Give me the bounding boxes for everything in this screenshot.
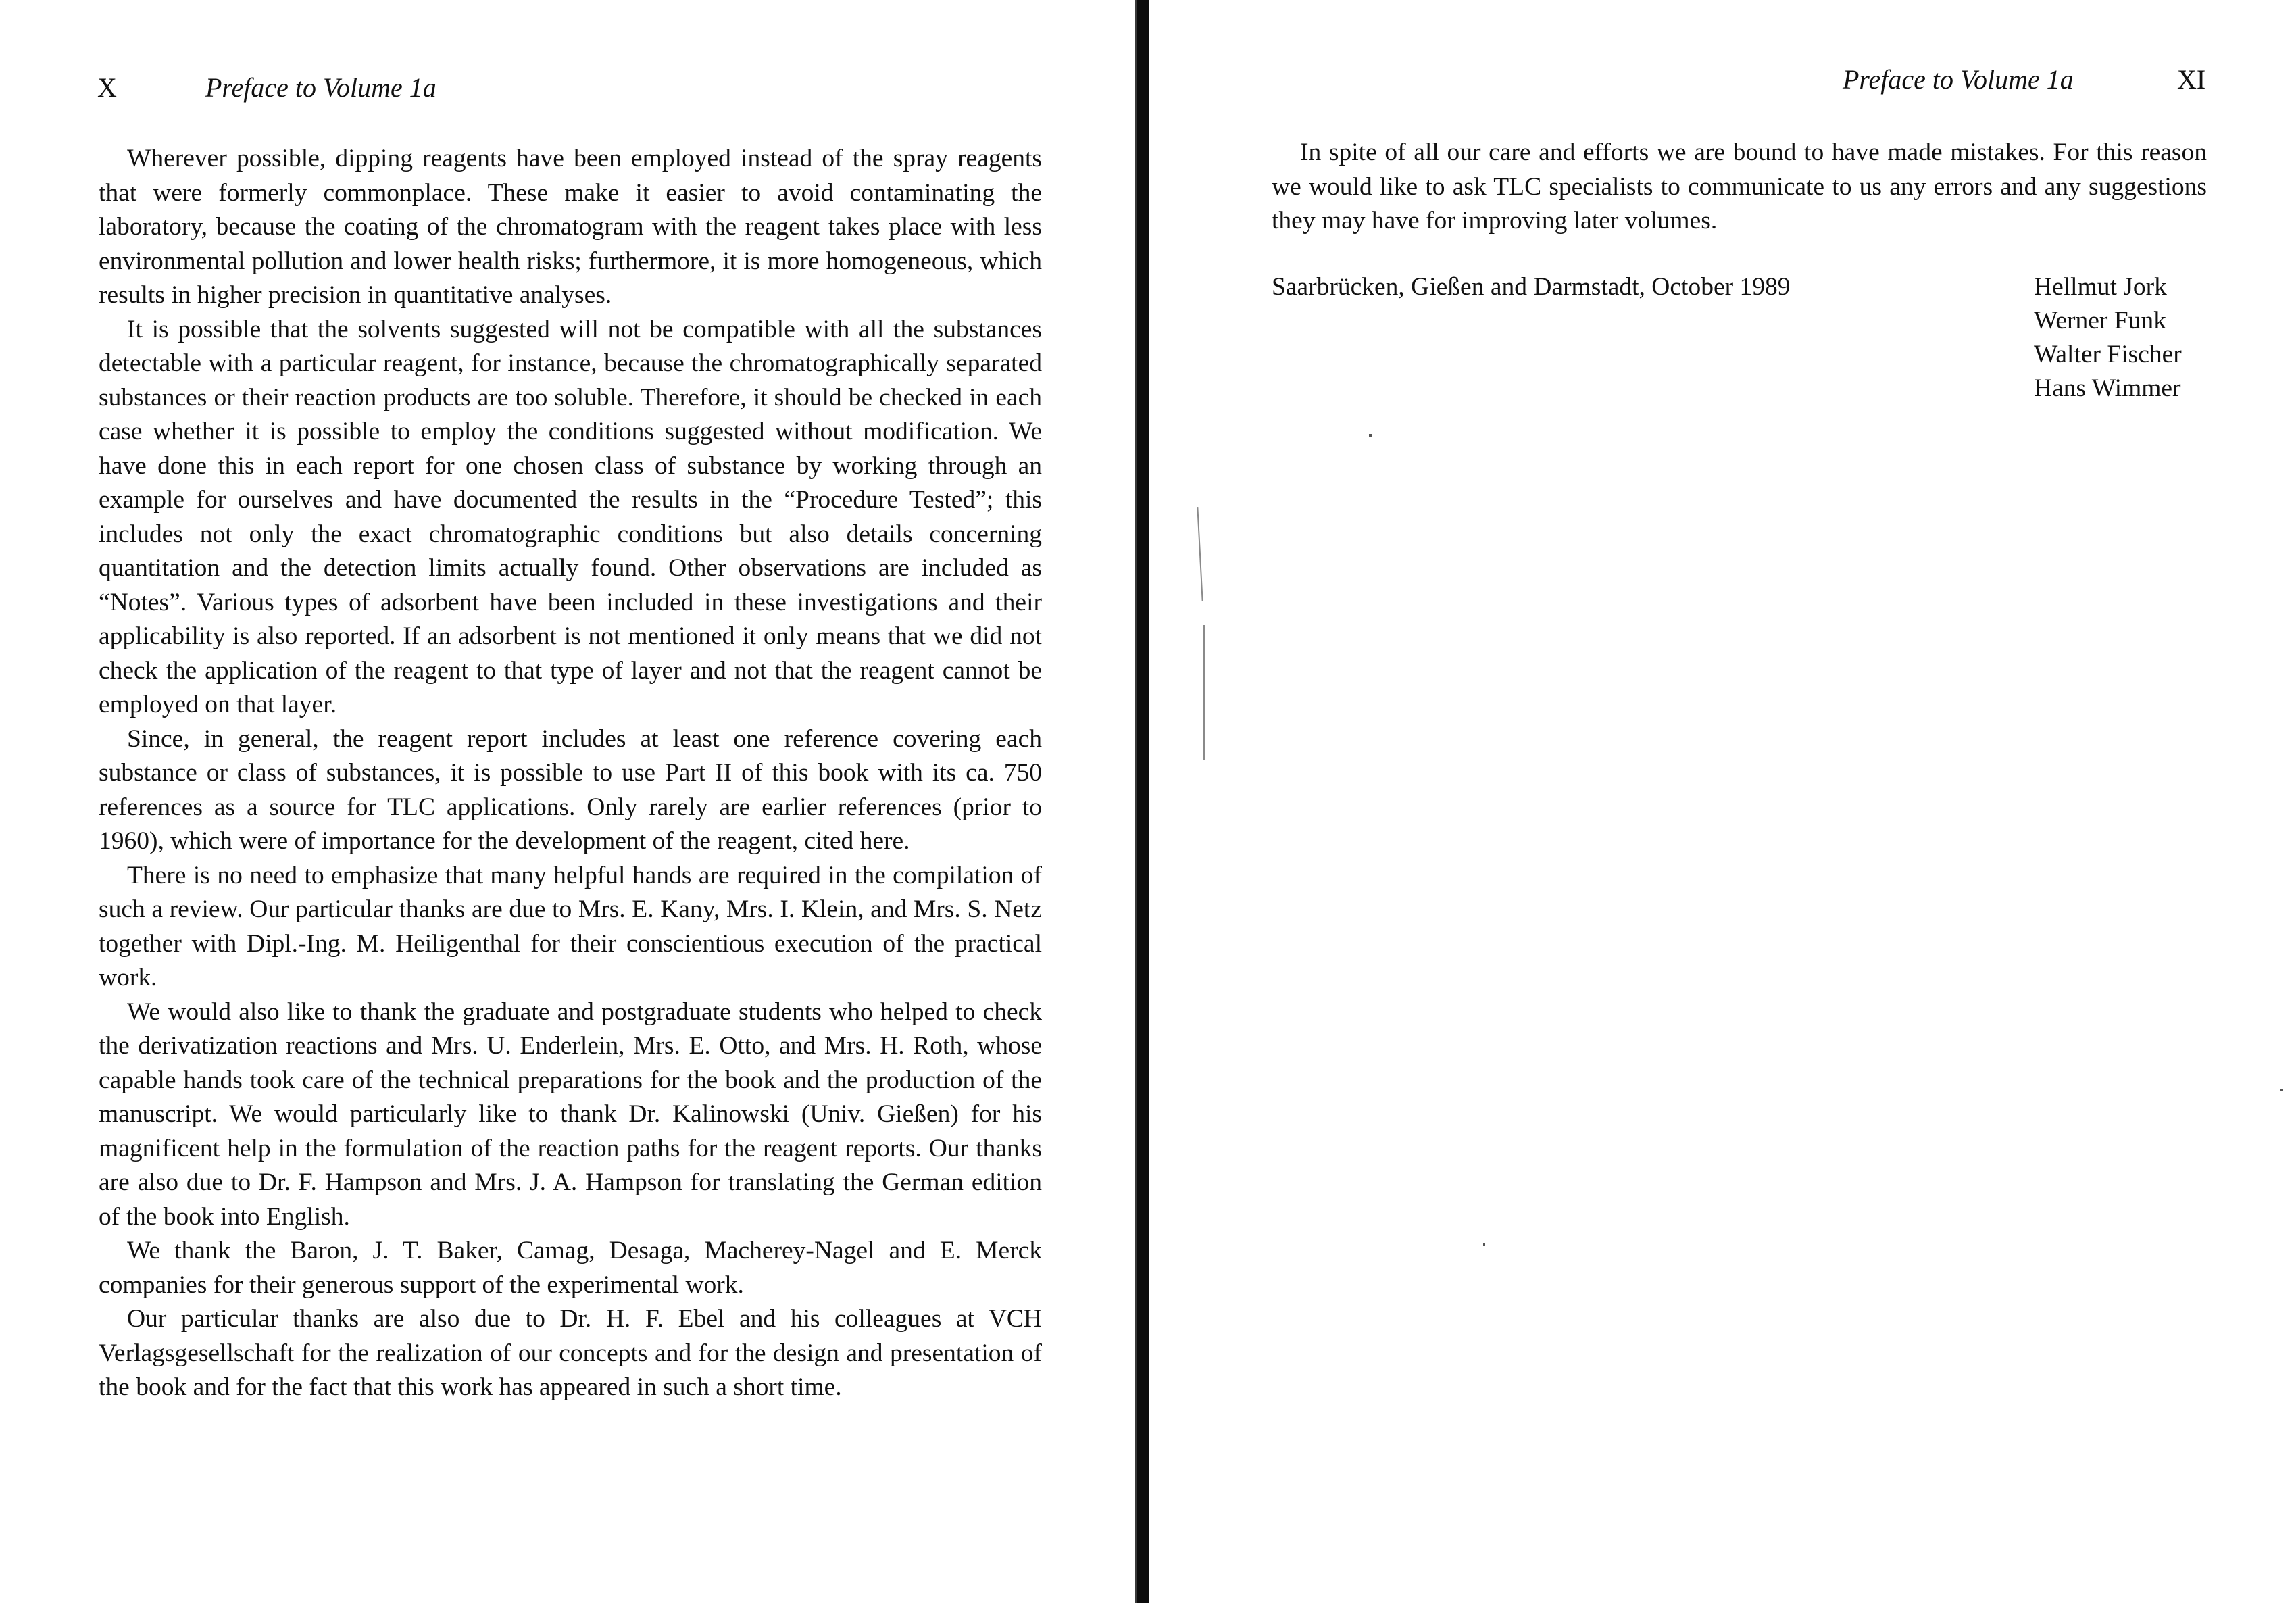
scan-speck — [2280, 1089, 2283, 1091]
right-page-number: XI — [2177, 64, 2206, 95]
scan-scratch — [1203, 625, 1205, 760]
author-name: Werner Funk — [2034, 307, 2166, 335]
left-page-number: X — [97, 72, 117, 103]
author-name: Walter Fischer — [2034, 341, 2182, 368]
left-body-text — [99, 142, 1042, 1405]
left-page — [0, 0, 1135, 1603]
book-spine-gutter — [1137, 0, 1149, 1603]
right-page — [1149, 0, 2296, 1603]
paragraph-dipping-reagents: Wherever possible, dipping reagents have been employed instead of the spray reagents that were formerly commonplace. These make it easier to avoid contaminating the laboratory, because the coating of the chromatogram with the reagent takes place with less environmental pollution and lower health risks; furthermore, it is more homogeneous, which results in higher precision in quantitative analyses. — [99, 145, 1042, 309]
author-name: Hellmut Jork — [2034, 273, 2167, 301]
paragraph-thanks-companies: We thank the Baron, J. T. Baker, Camag, Desaga, Macherey-Nagel and E. Merck companies for their generous support of the experimental work. — [99, 1237, 1042, 1299]
paragraph-thanks-practical-work: There is no need to emphasize that many helpful hands are required in the compilation of such a review. Our particular thanks are due to Mrs. E. Kany, Mrs. I. Klein, and Mrs. S. Netz together with Dipl.-Ing. M. Heiligenthal for their conscientious execution of the practical work. — [99, 861, 1042, 991]
paragraph-thanks-students: We would also like to thank the graduate and postgraduate students who helped to check the derivatization reactions and Mrs. U. Enderlein, Mrs. E. Otto, and Mrs. H. Roth, whose capable hands took care of the technical preparations for the book and the production of the manuscript. We would particularly like to thank Dr. Kalinowski (Univ. Gießen) for his magnificent help in the formulation of the reaction paths for the reagent reports. Our thanks are also due to Dr. F. Hampson and Mrs. J. A. Hampson for translating the German edition of the book into English. — [99, 997, 1042, 1231]
right-running-title: Preface to Volume 1a — [1843, 64, 2074, 95]
scan-speck — [1483, 1243, 1485, 1246]
right-body-text — [1272, 136, 2207, 239]
author-list — [2034, 270, 2182, 405]
paragraph-solvents: It is possible that the solvents suggested will not be compatible with all the substances detectable with a particular reagent, for instance, because the chromatographically separated substances or their reaction products are too soluble. Therefore, it should be checked in each case whether it is possible to employ the conditions suggested without modification. We have done this in each report for one chosen class of substance by working through an example for ourselves and have documented the results in the “Procedure Tested”; this includes not only the exact chromatographic conditions but also details concerning quantitation and the detection limits actually found. Other observations are included as “Notes”. Various types of adsorbent have been included in these investigations and their applicability is also reported. If an adsorbent is not mentioned it only means that we did not check the application of the reagent to that type of layer and not that the reagent cannot be employed on that layer. — [99, 315, 1042, 718]
place-and-date: Saarbrücken, Gießen and Darmstadt, October 1989 — [1272, 273, 1791, 301]
paragraph-references: Since, in general, the reagent report includes at least one reference covering each substance or class of substances, it is possible to use Part II of this book with its ca. 750 references as a source for TLC applications. Only rarely are earlier references (prior to 1960), which were of importance for the development of the reagent, cited here. — [99, 724, 1042, 855]
paragraph-thanks-publisher: Our particular thanks are also due to Dr. H. F. Ebel and his colleagues at VCH Verlagsgesellschaft for the realization of our concepts and for the design and presentation of the book and for the fact that this work has appeared in such a short time. — [99, 1305, 1042, 1401]
scan-speck — [1369, 434, 1372, 437]
author-name: Hans Wimmer — [2034, 374, 2181, 402]
left-running-title: Preface to Volume 1a — [205, 72, 436, 103]
paragraph-errors-request: In spite of all our care and efforts we are bound to have made mistakes. For this reason we would like to ask TLC specialists to communicate to us any errors and any suggestions they may have for improving later volumes. — [1272, 139, 2207, 235]
